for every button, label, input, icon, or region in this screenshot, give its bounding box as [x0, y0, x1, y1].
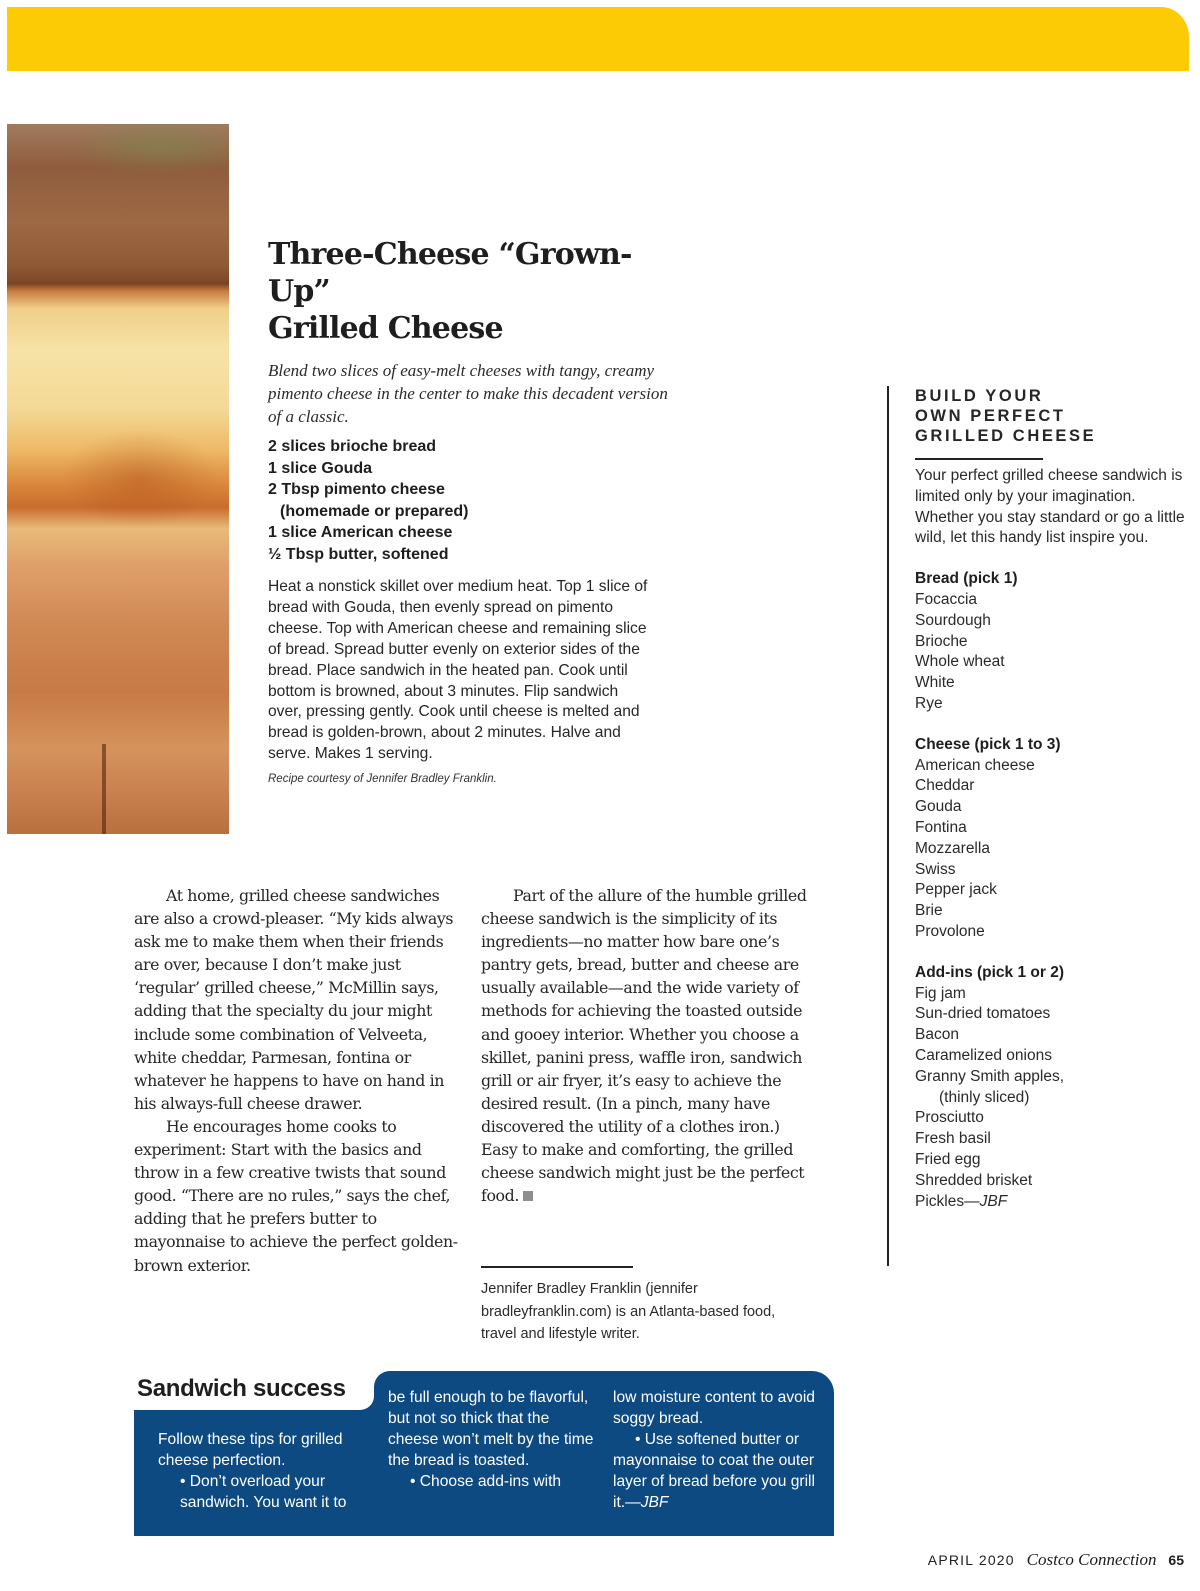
addin-item: Bacon: [915, 1026, 959, 1044]
article-paragraph: [481, 884, 811, 1207]
addins-group: [915, 963, 1187, 1213]
tips-intro: Follow these tips for grilled cheese perfection.: [158, 1431, 343, 1469]
magazine-name: Costco Connection: [1026, 1550, 1157, 1569]
bread-item: Whole wheat: [915, 653, 1005, 671]
bread-item: Focaccia: [915, 590, 978, 608]
cheese-heading: Cheese (pick 1 to 3): [915, 735, 1061, 753]
cheese-item: Cheddar: [915, 777, 975, 795]
addins-list: [915, 984, 1187, 1213]
page-footer: [928, 1550, 1184, 1570]
cheese-item: Mozzarella: [915, 839, 990, 857]
cheese-item: American cheese: [915, 756, 1035, 774]
article-column-1: [134, 884, 464, 1277]
grilled-cheese-photo: [7, 124, 229, 834]
bread-heading: Bread (pick 1): [915, 570, 1018, 588]
bio-divider: [481, 1266, 633, 1268]
cheese-item: Fontina: [915, 818, 967, 836]
bread-item: Brioche: [915, 632, 968, 650]
article-paragraph: He encourages home cooks to experiment: Start with the basics and throw in a few creative twists that sound good. “There are no rules,” says the chef, adding that he prefers butter to mayonnaise to achieve the perfect golden-brown exterior.: [134, 1116, 458, 1275]
addin-item: Fried egg: [915, 1150, 981, 1168]
article-paragraph-text: Part of the allure of the humble grilled cheese sandwich is the simplicity of its ingredients—no matter how bare one’s pantry gets, bread, butter and cheese are usually available—and the wide variety of methods for achieving the toasted outside and gooey interior. Whether you choose a skillet, panini press, waffle iron, sandwich grill or air fryer, it’s easy to achieve the desired result. (In a pinch, many have discovered the utility of a clothes iron.) Easy to make and comforting, the grilled cheese sandwich might just be the perfect food.: [481, 886, 807, 1206]
cheese-item: Provolone: [915, 922, 985, 940]
recipe-section: [268, 236, 668, 785]
sidebar-title-line-2: OWN PERFECT: [915, 407, 1066, 425]
addin-item: Sun-dried tomatoes: [915, 1005, 1051, 1023]
ingredient-item-note: (homemade or prepared): [280, 502, 469, 520]
tip-bullet: • Use softened butter or mayonnaise to coat the outer layer of bread before you grill it.—: [613, 1430, 815, 1511]
cheese-item: Pepper jack: [915, 881, 997, 899]
ingredient-item: 2 slices brioche bread: [268, 438, 437, 455]
bread-item: White: [915, 674, 955, 692]
author-bio: Jennifer Bradley Franklin (jennifer bradleyfranklin.com) is an Atlanta-based food, travel and lifestyle writer.: [481, 1281, 776, 1342]
bread-item: Rye: [915, 694, 943, 712]
sidebar-divider: [915, 458, 1043, 460]
tip-bullet-wrap: [613, 1430, 828, 1514]
tip-bullet: • Don’t overload your sandwich. You want it to: [180, 1472, 347, 1511]
recipe-title-line-2: Grilled Cheese: [268, 311, 503, 346]
issue-date: APRIL 2020: [927, 1552, 1015, 1568]
addin-item-text: Pickles—: [915, 1192, 980, 1210]
end-mark-square-icon: [523, 1191, 533, 1201]
ingredient-item: ½ Tbsp butter, softened: [268, 545, 449, 563]
recipe-title-line-1: Three-Cheese “Grown-Up”: [268, 237, 632, 309]
bread-list: [915, 590, 1187, 715]
tip-text: low moisture content to avoid soggy bread.: [613, 1389, 815, 1427]
bread-item: Sourdough: [915, 611, 991, 629]
recipe-credit: Recipe courtesy of Jennifer Bradley Franklin.: [268, 773, 497, 786]
tips-column-3: [613, 1388, 828, 1513]
recipe-method: Heat a nonstick skillet over medium heat. Top 1 slice of bread with Gouda, then evenly spread on pimento cheese. Top with American cheese and remaining slice of bread. Spread butter evenly on exterior sides of the bread. Place sandwich in the heated pan. Cook until bottom is browned, about 3 minutes. Flip sandwich over, pressing gently. Cook until cheese is melted and bread is golden-brown, about 2 minutes. Halve and serve. Makes 1 serving.: [268, 578, 648, 763]
tip-text: be full enough to be flavorful, but not so thick that the cheese won’t melt by the time the bread is toasted.: [388, 1389, 594, 1469]
recipe-title: [268, 236, 668, 347]
sidebar-title-line-1: BUILD YOUR: [915, 387, 1044, 405]
ingredient-item: 1 slice American cheese: [268, 524, 453, 541]
addin-item: Fig jam: [915, 984, 966, 1002]
addin-item-last: [915, 1192, 1187, 1213]
addin-item: Granny Smith apples,: [915, 1067, 1065, 1085]
cheese-item: Gouda: [915, 798, 962, 816]
sidebar-title: [915, 386, 1187, 446]
ingredient-list: [268, 436, 668, 565]
addin-item-note: (thinly sliced): [939, 1088, 1030, 1106]
recipe-intro: Blend two slices of easy-melt cheeses with tangy, creamy pimento cheese in the center to make this decadent version of a classic.: [268, 361, 668, 426]
addin-item: Prosciutto: [915, 1109, 984, 1127]
tips-title: Sandwich success: [137, 1375, 346, 1402]
tips-column-1: [158, 1430, 383, 1514]
ingredient-item: 2 Tbsp pimento cheese: [268, 481, 445, 498]
cheese-item: Swiss: [915, 860, 956, 878]
tips-signature: JBF: [640, 1493, 669, 1511]
addin-item: Fresh basil: [915, 1130, 991, 1148]
build-your-own-sidebar: [887, 386, 1187, 1266]
tips-column-2: [388, 1388, 603, 1493]
cheese-list: [915, 756, 1187, 943]
bread-group: [915, 569, 1187, 715]
sidebar-signature: JBF: [979, 1192, 1008, 1210]
sidebar-title-line-3: GRILLED CHEESE: [915, 427, 1097, 445]
header-color-band: [7, 7, 1189, 71]
addin-item: Caramelized onions: [915, 1046, 1052, 1064]
article-column-2: [481, 884, 811, 1207]
article-paragraph: At home, grilled cheese sandwiches are also a crowd-pleaser. “My kids always ask me to make them when their friends are over, because I don’t make just ‘regular’ grilled cheese,” McMillin says, adding that the specialty du jour might include some combination of Velveeta, white cheddar, Parmesan, fontina or whatever he happens to have on hand in his always-full cheese drawer.: [134, 886, 454, 1113]
cheese-item: Brie: [915, 902, 943, 920]
addin-item: Shredded brisket: [915, 1171, 1033, 1189]
sidebar-intro: Your perfect grilled cheese sandwich is limited only by your imagination. Whether you stay standard or go a little wild, let this handy list inspire you.: [915, 467, 1185, 547]
cheese-group: [915, 735, 1187, 943]
tip-bullet: • Choose add-ins with: [410, 1472, 562, 1490]
page-number: 65: [1168, 1552, 1184, 1568]
tips-box-notch: [360, 1396, 374, 1410]
ingredient-item: 1 slice Gouda: [268, 459, 373, 477]
addins-heading: Add-ins (pick 1 or 2): [915, 963, 1064, 981]
